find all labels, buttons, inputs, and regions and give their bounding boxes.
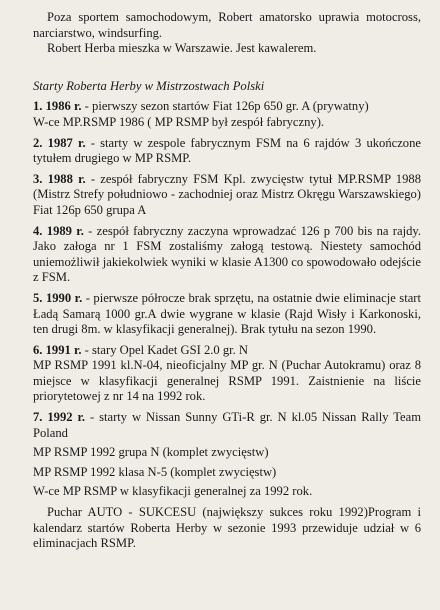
- intro-paragraph: Poza sportem samochodowym, Robert amatorsko uprawia motocross, narciarstwo, windsurfing.: [33, 10, 421, 40]
- entry-number: 4.: [33, 223, 43, 238]
- intro-residence: Robert Herba mieszka w Warszawie. Jest kawalerem.: [47, 41, 317, 56]
- entry-extra: MP RSMP 1991 kl.N-04, nieoficjalny MP gr. N (Puchar Autokramu) oraz 8 miejsce w klasyfikacji generalnej RSMP 1991. Zaistnienie na liście priorytetowej z nr 14 na 1992 rok.: [33, 358, 421, 404]
- entry-number: 1.: [33, 99, 43, 114]
- entry-detail: W-ce MP RSMP w klasyfikacji generalnej za 1992 rok.: [33, 484, 313, 499]
- entry-year: 1987 r.: [47, 135, 86, 150]
- entry-1988: [33, 172, 421, 219]
- entry-year: 1991 r.: [45, 342, 82, 357]
- entry-number: 7.: [33, 410, 43, 425]
- entry-detail: MP RSMP 1992 klasa N-5 (komplet zwycięstw): [33, 464, 277, 479]
- entry-1987: [33, 136, 421, 167]
- entry-text: - pierwszy sezon startów Fiat 126p 650 gr. A (prywatny): [81, 99, 369, 114]
- entry-number: 5.: [33, 290, 43, 305]
- section-heading: Starty Roberta Herby w Mistrzostwach Polski: [33, 78, 265, 93]
- entry-text: - starty w zespole fabrycznym FSM na 6 rajdów 3 ukończone tytułem drugiego w MP RSMP.: [33, 135, 421, 166]
- entry-text: - zespół fabryczny zaczyna wprowadzać 126 p 700 bis na rajdy. Jako załoga nr 1 FSM zostaliśmy załogą testową. Niestety samochód uniemożliwił jakiekolwiek wyniki w klasie A1300 co spowodowało odejście z FSM.: [33, 223, 421, 285]
- entry-number: 6.: [33, 342, 43, 357]
- entry-year: 1989 r.: [46, 223, 84, 238]
- entry-text: - pierwsze półrocze brak sprzętu, na ostatnie dwie eliminacje start Ładą Samarą 1000 gr.A dwie wygrane w klasie (Rajd Wisły i Karkonoski, ten drugi 8m. w klasyfikacji generalnej). Brak tytułu na sezon 1990.: [33, 290, 421, 337]
- entry-1990: [33, 291, 421, 338]
- entry-1989: [33, 224, 421, 286]
- entry-number: 2.: [33, 135, 43, 150]
- entry-year: 1992 r.: [47, 410, 86, 425]
- entry-1992: [33, 410, 421, 500]
- entry-detail: MP RSMP 1992 grupa N (komplet zwycięstw): [33, 445, 269, 460]
- entry-year: 1988 r.: [47, 171, 86, 186]
- closing-paragraph: Puchar AUTO - SUKCESU (największy sukces roku 1992)Program i kalendarz startów Roberta Herby w sezonie 1993 przewiduje udział w 6 eliminacjach RSMP.: [33, 505, 421, 551]
- entry-text: - starty w Nissan Sunny GTi-R gr. N kl.05 Nissan Rally Team Poland: [33, 410, 421, 440]
- entry-text: - zespół fabryczny FSM Kpl. zwycięstw tytuł MP.RSMP 1988 (Mistrz Strefy południowo - zachodniej oraz Mistrz Okręgu Warszawskiego) Fiat 126p 650 grupa A: [33, 171, 421, 217]
- entry-1986: [33, 99, 421, 130]
- entry-1991: [33, 343, 421, 405]
- entry-extra: W-ce MP.RSMP 1986 ( MP RSMP był zespół fabryczny).: [33, 114, 325, 129]
- entry-text: - stary Opel Kadet GSI 2.0 gr. N: [81, 342, 249, 357]
- entry-number: 3.: [33, 171, 43, 186]
- entry-year: 1986 r.: [45, 99, 82, 114]
- entry-year: 1990 r.: [45, 290, 83, 305]
